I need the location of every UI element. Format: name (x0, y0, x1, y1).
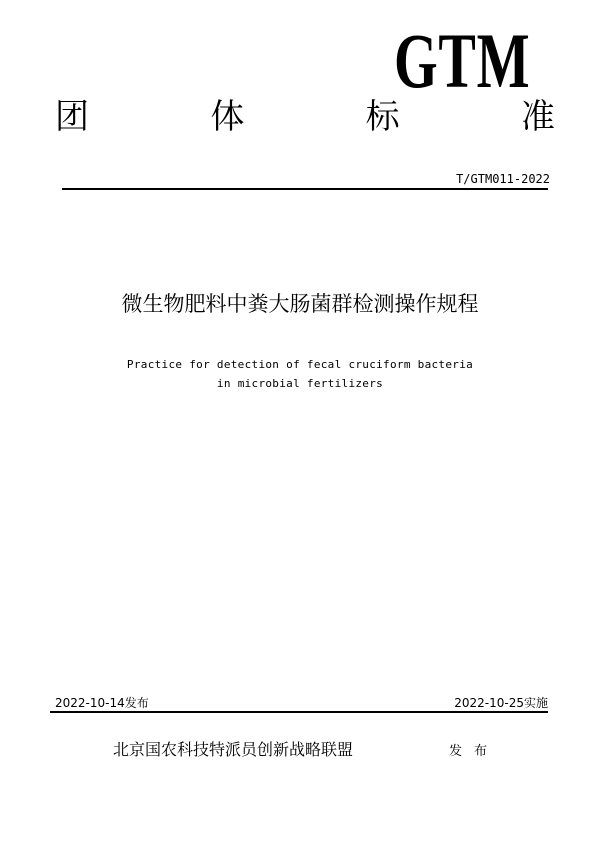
title-english (0, 355, 600, 393)
standard-type-char: 体 (210, 97, 245, 137)
title-english-line: Practice for detection of fecal cruciform bacteria (126, 358, 474, 371)
standard-type-char: 标 (365, 97, 400, 137)
issue-date: 2022-10-14发布 (55, 696, 149, 710)
bottom-divider (50, 711, 548, 713)
standard-type-heading (55, 97, 555, 137)
standard-type-char: 准 (520, 97, 555, 137)
publisher-name: 北京国农科技特派员创新战略联盟 (113, 740, 354, 759)
title-english-line: in microbial fertilizers (216, 377, 384, 390)
gtm-logo: GTM (393, 17, 530, 104)
standard-type-char: 团 (55, 97, 89, 137)
implementation-date: 2022-10-25实施 (454, 696, 548, 710)
top-divider (62, 188, 548, 190)
title-chinese: 微生物肥料中粪大肠菌群检测操作规程 (121, 292, 479, 316)
publish-label: 发布 (449, 744, 500, 759)
standard-number: T/GTM011-2022 (456, 172, 550, 186)
